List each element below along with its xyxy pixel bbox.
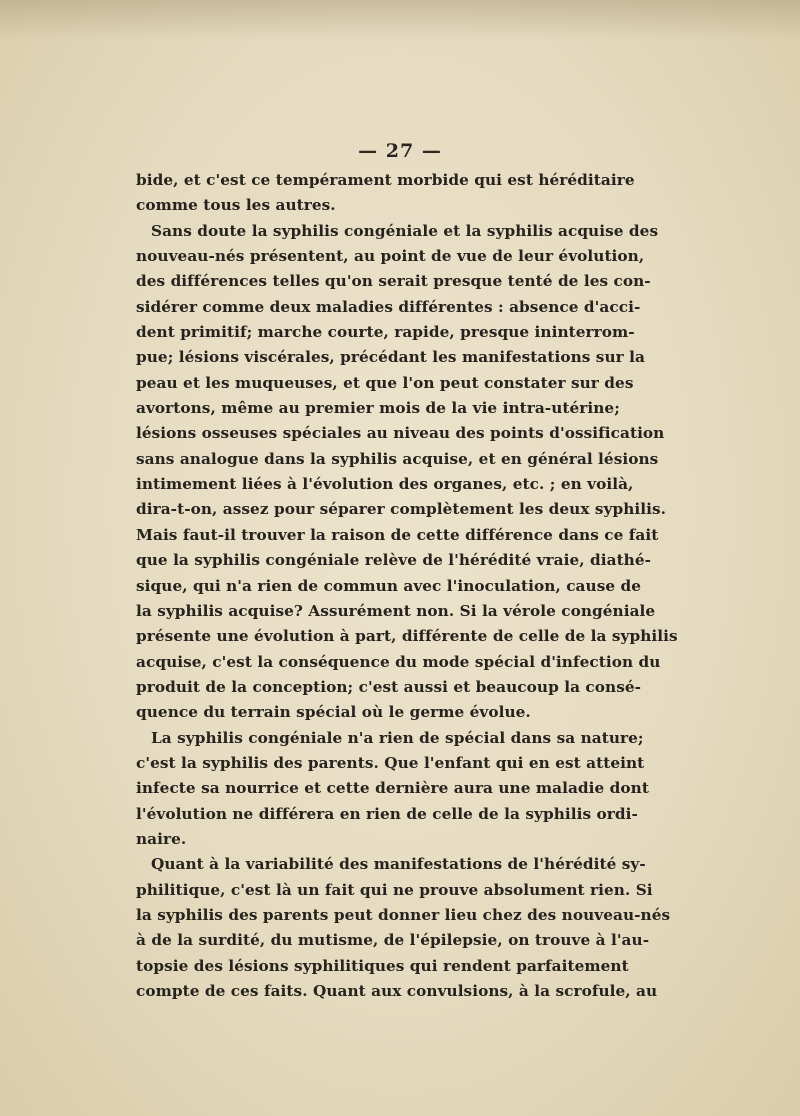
page-edge-shadow (0, 0, 800, 40)
text-line: avortons, même au premier mois de la vie intra-utérine; (136, 399, 620, 418)
text-line: lésions osseuses spéciales au niveau des points d'ossification (136, 424, 665, 443)
text-line: Sans doute la syphilis congéniale et la syphilis acquise des (151, 221, 659, 240)
text-line: dira-t-on, assez pour séparer complètement les deux syphilis. (136, 500, 667, 519)
text-line: que la syphilis congéniale relève de l'hérédité vraie, diathé- (136, 551, 652, 570)
text-line: des différences telles qu'on serait presque tenté de les con- (136, 272, 651, 291)
text-line: quence du terrain spécial où le germe évolue. (136, 703, 531, 722)
text-line: produit de la conception; c'est aussi et beaucoup la consé- (136, 677, 642, 696)
text-line: la syphilis des parents peut donner lieu chez des nouveau-nés (136, 905, 671, 924)
text-line: topsie des lésions syphilitiques qui rendent parfaitement (136, 956, 629, 975)
text-line: dent primitif; marche courte, rapide, presque ininterrom- (136, 323, 635, 342)
text-line: naire. (136, 829, 187, 848)
text-line: nouveau-nés présentent, au point de vue de leur évolution, (136, 247, 645, 266)
text-line: intimement liées à l'évolution des organes, etc. ; en voilà, (136, 475, 634, 494)
text-line: compte de ces faits. Quant aux convulsions, à la scrofule, au (136, 982, 658, 1000)
text-line: sans analogue dans la syphilis acquise, et en général lésions (136, 449, 659, 468)
text-line: peau et les muqueuses, et que l'on peut constater sur des (136, 373, 634, 392)
text-line: La syphilis congéniale n'a rien de spécial dans sa nature; (151, 728, 644, 747)
text-line: infecte sa nourrice et cette dernière aura une maladie dont (136, 779, 649, 798)
text-line: sidérer comme deux maladies différentes : absence d'acci- (136, 297, 641, 316)
text-line: pue; lésions viscérales, précédant les manifestations sur la (136, 348, 645, 367)
text-line: comme tous les autres. (136, 196, 336, 215)
text-line: philitique, c'est là un fait qui ne prouve absolument rien. Si (136, 880, 653, 899)
text-line: acquise, c'est la conséquence du mode spécial d'infection du (136, 652, 661, 671)
text-line: Quant à la variabilité des manifestations de l'hérédité sy- (151, 855, 646, 874)
text-line: Mais faut-il trouver la raison de cette différence dans ce fait (136, 525, 659, 544)
text-line: sique, qui n'a rien de commun avec l'inoculation, cause de (136, 576, 642, 595)
text-line: présente une évolution à part, différente de celle de la syphilis (136, 627, 678, 646)
text-line: à de la surdité, du mutisme, de l'épilepsie, on trouve à l'au- (136, 931, 650, 950)
text-line: c'est la syphilis des parents. Que l'enfant qui en est atteint (136, 753, 645, 772)
text-body (136, 168, 678, 1004)
page-number: — 27 — (358, 140, 442, 162)
text-line: bide, et c'est ce tempérament morbide qui est héréditaire (136, 171, 635, 189)
text-line: l'évolution ne différera en rien de celle de la syphilis ordi- (136, 804, 638, 823)
text-line: la syphilis acquise? Assurément non. Si la vérole congéniale (136, 601, 656, 620)
